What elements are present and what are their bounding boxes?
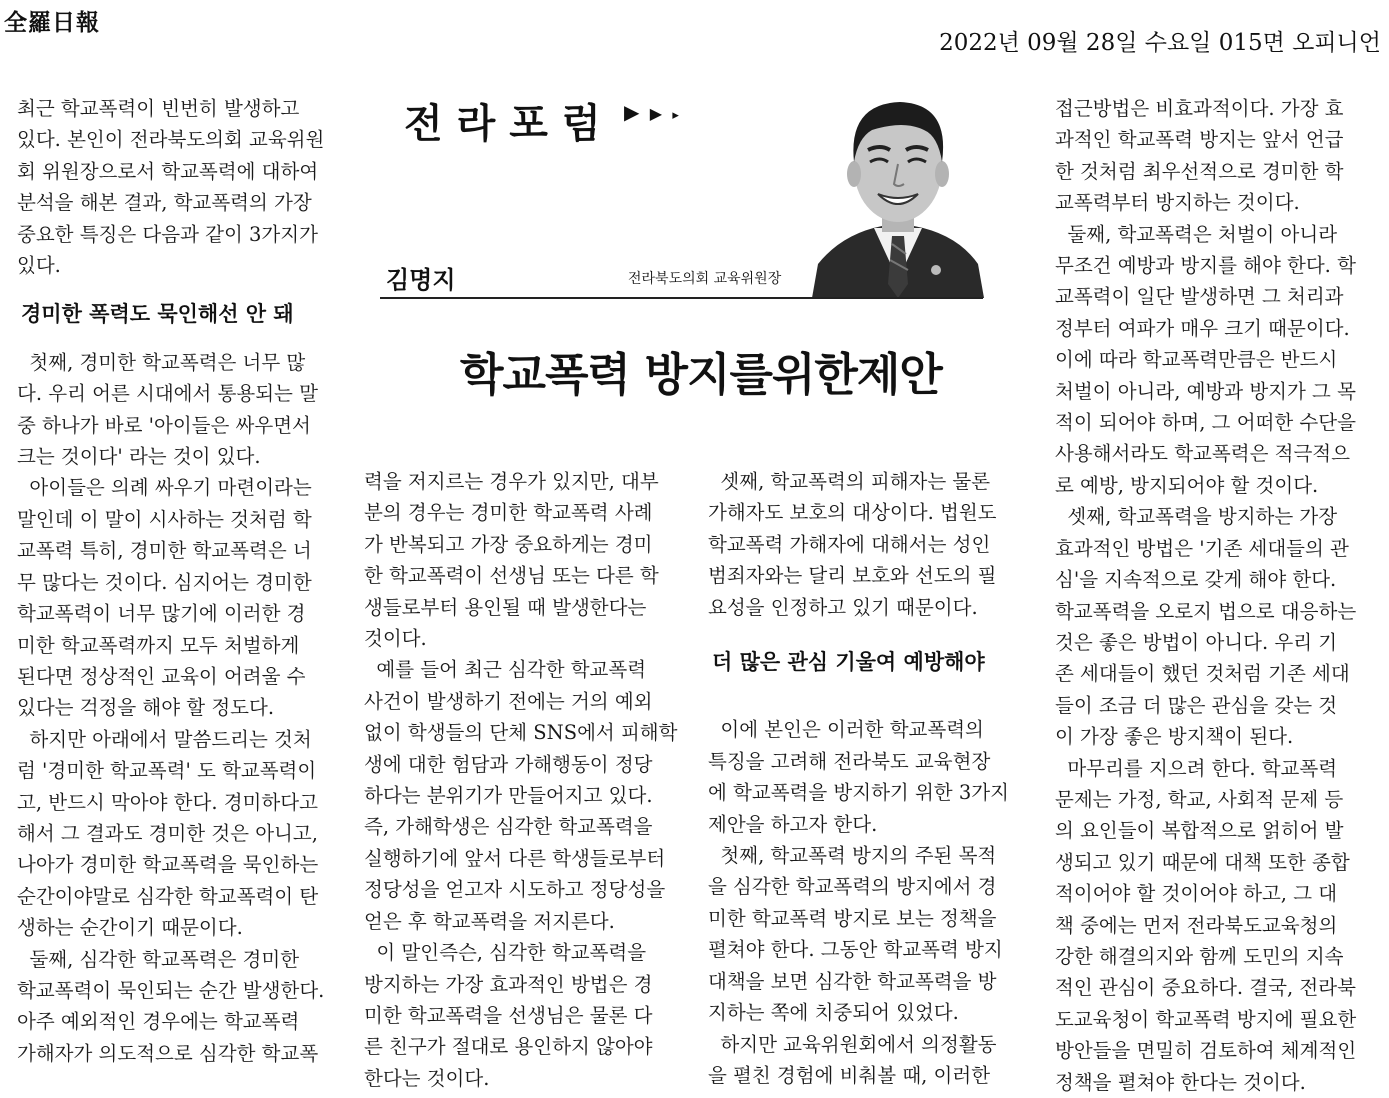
text-line: 둘째, 심각한 학교폭력은 경미한 xyxy=(17,947,300,971)
text-line: 고, 반드시 막아야 한다. 경미하다고 xyxy=(17,790,318,814)
text-line: 하지만 교육위원회에서 의정활동 xyxy=(708,1032,997,1056)
arrow-icon: ▸ xyxy=(672,108,681,123)
text-line: 력을 저지르는 경우가 있지만, 대부 xyxy=(364,470,659,493)
text-line: 처벌이 아니라, 예방과 방지가 그 목 xyxy=(1055,379,1356,403)
text-line: 해서 그 결과도 경미한 것은 아니고, xyxy=(17,821,318,845)
text-line: 의 요인들이 복합적으로 얽히어 발 xyxy=(1055,819,1344,843)
text-line: 을 펼친 경험에 비춰볼 때, 이러한 xyxy=(708,1063,991,1087)
forum-title: 전라포럼 xyxy=(404,101,615,147)
text-line: 예를 들어 최근 심각한 학교폭력 xyxy=(364,658,647,682)
article-column-3 xyxy=(708,466,1009,1091)
text-line: 생하는 순간이기 때문이다. xyxy=(17,916,243,940)
text-line: 정부터 여파가 매우 크기 때문이다. xyxy=(1055,316,1350,340)
text-line: 미한 학교폭력까지 모두 처벌하게 xyxy=(17,633,300,657)
text-line: 대책을 보면 심각한 학교폭력을 방 xyxy=(708,969,997,993)
text-line: 순간이야말로 심각한 학교폭력이 탄 xyxy=(17,884,319,908)
text-line: 존 세대들이 했던 것처럼 기존 세대 xyxy=(1055,662,1350,686)
text-line: 교폭력 특히, 경미한 학교폭력은 너 xyxy=(17,539,312,563)
text-line: 럼 '경미한 학교폭력' 도 학교폭력이 xyxy=(17,759,317,783)
text-line: 셋째, 학교폭력을 방지하는 가장 xyxy=(1055,505,1338,529)
publication-dateline: 2022년 09월 28일 수요일 015면 오피니언 xyxy=(939,30,1381,56)
text-line: 을 심각한 학교폭력의 방지에서 경 xyxy=(708,875,997,899)
column-4-body xyxy=(1055,93,1356,1098)
text-line: 말인데 이 말이 시사하는 것처럼 학 xyxy=(17,507,312,531)
text-line: 과적인 학교폭력 방지는 앞서 언급 xyxy=(1055,128,1344,152)
column-1-body xyxy=(17,347,324,1069)
text-line: 한 것처럼 최우선적으로 경미한 학 xyxy=(1055,159,1344,183)
text-line: 아이들은 의례 싸우기 마련이라는 xyxy=(17,476,312,500)
text-line: 책 중에는 먼저 전라북도교육청의 xyxy=(1055,913,1338,937)
text-line: 학교폭력이 너무 많기에 이러한 경 xyxy=(17,602,306,626)
text-line: 이에 따라 학교폭력만큼은 반드시 xyxy=(1055,348,1338,372)
text-line: 펼쳐야 한다. 그동안 학교폭력 방지 xyxy=(708,938,1003,962)
text-line: 특징을 고려해 전라북도 교육현장 xyxy=(708,749,991,773)
text-line: 셋째, 학교폭력의 피해자는 물론 xyxy=(708,470,991,493)
text-line: 다. 우리 어른 시대에서 통용되는 말 xyxy=(17,382,318,406)
text-line: 강한 해결의지와 함께 도민의 지속 xyxy=(1055,944,1344,968)
text-line: 한다는 것이다. xyxy=(364,1066,490,1090)
text-line: 적이 되어야 하며, 그 어떠한 수단을 xyxy=(1055,411,1356,435)
text-line: 도교육청이 학교폭력 방지에 필요한 xyxy=(1055,1007,1357,1031)
author-name: 김명지 xyxy=(386,266,456,294)
text-line: 없이 학생들의 단체 SNS에서 피해학 xyxy=(364,721,678,745)
text-line: 교폭력이 일단 발생하면 그 처리과 xyxy=(1055,285,1344,309)
text-line: 첫째, 학교폭력 방지의 주된 목적 xyxy=(708,844,997,868)
text-line: 적인 관심이 중요하다. 결국, 전라북 xyxy=(1055,976,1356,1000)
text-line: 된다면 정상적인 교육이 어려울 수 xyxy=(17,664,306,688)
text-line: 이 가장 좋은 방지책이 된다. xyxy=(1055,725,1294,749)
newspaper-masthead: 全羅日報 xyxy=(4,10,100,36)
article-column-4 xyxy=(1055,93,1356,1098)
text-line: 가해자도 보호의 대상이다. 법원도 xyxy=(708,501,997,525)
byline-divider xyxy=(380,297,983,299)
text-line: 생되고 있기 때문에 대책 또한 종합 xyxy=(1055,850,1350,874)
text-line: 사건이 발생하기 전에는 거의 예외 xyxy=(364,689,653,713)
text-line: 최근 학교폭력이 빈번히 발생하고 xyxy=(17,97,300,120)
arrow-icon: ▶ xyxy=(624,100,642,124)
text-line: 것은 좋은 방법이 아니다. 우리 기 xyxy=(1055,630,1338,654)
article-column-2 xyxy=(364,466,677,1094)
column-3-intro xyxy=(708,466,1009,623)
text-line: 이 말인즉슨, 심각한 학교폭력을 xyxy=(364,941,647,965)
text-line: 교폭력부터 방지하는 것이다. xyxy=(1055,191,1300,215)
text-line: 마무리를 지으려 한다. 학교폭력 xyxy=(1055,756,1338,780)
text-line: 적이어야 할 것이어야 하고, 그 대 xyxy=(1055,882,1338,906)
subheading-1: 경미한 폭력도 묵인해선 안 돼 xyxy=(21,302,294,327)
forum-arrow-icons xyxy=(624,100,681,124)
text-line: 하지만 아래에서 말씀드리는 것처 xyxy=(17,727,312,751)
text-line: 하다는 분위기가 만들어지고 있다. xyxy=(364,784,653,808)
text-line: 접근방법은 비효과적이다. 가장 효 xyxy=(1055,97,1344,120)
text-line: 것이다. xyxy=(364,627,427,651)
text-line: 첫째, 경미한 학교폭력은 너무 많 xyxy=(17,350,306,374)
text-line: 가해자가 의도적으로 심각한 학교폭 xyxy=(17,1041,319,1065)
author-title: 전라북도의회 교육위원장 xyxy=(628,271,782,287)
text-line: 정당성을 얻고자 시도하고 정당성을 xyxy=(364,878,666,902)
text-line: 크는 것이다' 라는 것이 있다. xyxy=(17,445,261,469)
text-line: 른 친구가 절대로 용인하지 않아야 xyxy=(364,1035,653,1059)
text-line: 정책을 펼쳐야 한다는 것이다. xyxy=(1055,1070,1306,1094)
subheading-2: 더 많은 관심 기울여 예방해야 xyxy=(712,650,985,675)
article-headline: 학교폭력 방지를위한제안 xyxy=(460,348,942,401)
text-line: 방안들을 면밀히 검토하여 체계적인 xyxy=(1055,1039,1357,1063)
author-portrait xyxy=(812,84,984,298)
text-line: 생들로부터 용인될 때 발생한다는 xyxy=(364,595,647,619)
text-line: 있다는 걱정을 해야 할 정도다. xyxy=(17,696,275,720)
text-line: 학교폭력 가해자에 대해서는 성인 xyxy=(708,532,991,556)
text-line: 방지하는 가장 효과적인 방법은 경 xyxy=(364,972,653,996)
text-line: 나아가 경미한 학교폭력을 묵인하는 xyxy=(17,853,319,877)
text-line: 요성을 인정하고 있기 때문이다. xyxy=(708,595,978,619)
text-line: 무조건 예방과 방지를 해야 한다. 학 xyxy=(1055,254,1356,278)
text-line: 즉, 가해학생은 심각한 학교폭력을 xyxy=(364,815,653,839)
text-line: 효과적인 방법은 '기존 세대들의 관 xyxy=(1055,536,1349,560)
text-line: 가 반복되고 가장 중요하게는 경미 xyxy=(364,532,653,556)
column-1-intro xyxy=(17,93,324,281)
text-line: 지하는 쪽에 치중되어 있었다. xyxy=(708,1001,959,1025)
text-line: 미한 학교폭력 방지로 보는 정책을 xyxy=(708,906,997,930)
text-line: 분석을 해본 결과, 학교폭력의 가장 xyxy=(17,191,312,215)
text-line: 중요한 특징은 다음과 같이 3가지가 xyxy=(17,222,318,246)
text-line: 얻은 후 학교폭력을 저지른다. xyxy=(364,909,615,933)
text-line: 이에 본인은 이러한 학교폭력의 xyxy=(708,718,984,742)
text-line: 미한 학교폭력을 선생님은 물론 다 xyxy=(364,1003,653,1027)
text-line: 로 예방, 방지되어야 할 것이다. xyxy=(1055,473,1319,497)
text-line: 무 많다는 것이다. 심지어는 경미한 xyxy=(17,570,312,594)
text-line: 회 위원장으로서 학교폭력에 대하여 xyxy=(17,159,319,183)
text-line: 심'을 지속적으로 갖게 해야 한다. xyxy=(1055,568,1337,592)
text-line: 에 학교폭력을 방지하기 위한 3가지 xyxy=(708,781,1009,805)
text-line: 문제는 가정, 학교, 사회적 문제 등 xyxy=(1055,787,1344,811)
text-line: 있다. xyxy=(17,254,61,278)
text-line: 둘째, 학교폭력은 처벌이 아니라 xyxy=(1055,222,1338,246)
text-line: 들이 조금 더 많은 관심을 갖는 것 xyxy=(1055,693,1338,717)
article-column-1 xyxy=(17,93,324,1069)
text-line: 아주 예외적인 경우에는 학교폭력 xyxy=(17,1010,300,1034)
text-line: 중 하나가 바로 '아이들은 싸우면서 xyxy=(17,413,311,437)
column-2-body xyxy=(364,466,677,1094)
text-line: 학교폭력을 오로지 법으로 대응하는 xyxy=(1055,599,1357,623)
text-line: 사용해서라도 학교폭력은 적극적으 xyxy=(1055,442,1350,466)
text-line: 제안을 하고자 한다. xyxy=(708,812,878,836)
text-line: 있다. 본인이 전라북도의회 교육위원 xyxy=(17,128,325,152)
text-line: 실행하기에 앞서 다른 학생들로부터 xyxy=(364,846,666,870)
text-line: 학교폭력이 묵인되는 순간 발생한다. xyxy=(17,978,325,1002)
column-3-body xyxy=(708,714,1009,1091)
text-line: 생에 대한 험담과 가해행동이 정당 xyxy=(364,752,653,776)
text-line: 한 학교폭력이 선생님 또는 다른 학 xyxy=(364,564,659,588)
arrow-icon: ▶ xyxy=(649,104,665,123)
text-line: 범죄자와는 달리 보호와 선도의 필 xyxy=(708,564,997,588)
text-line: 분의 경우는 경미한 학교폭력 사례 xyxy=(364,501,653,525)
